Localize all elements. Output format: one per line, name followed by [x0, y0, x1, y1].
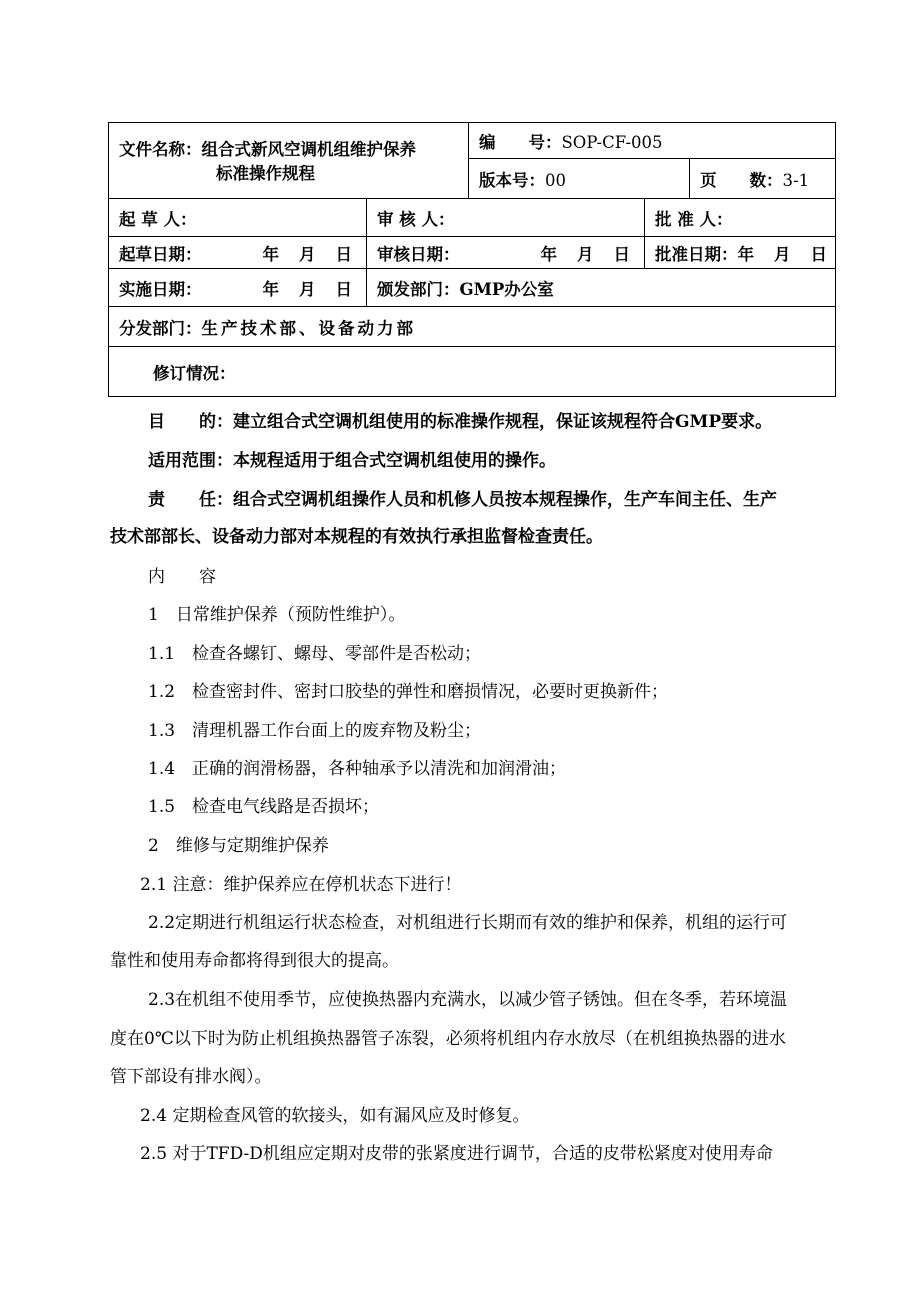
- month-text: 月: [774, 244, 791, 264]
- responsibility-line1: 责 任：组合式空调机组操作人员和机修人员按本规程操作，生产车间主任、生产: [148, 490, 777, 510]
- version-value: 00: [545, 170, 566, 190]
- version-label: 版本号：: [479, 170, 545, 190]
- code-label: 编 号：: [479, 132, 562, 152]
- drafter-label: 起 草 人：: [119, 209, 197, 229]
- section-1-4: 1.4 正确的润滑杨器，各种轴承予以清洗和加润滑油；: [148, 759, 567, 779]
- section-2-1: 2.1 注意：维护保养应在停机状态下进行！: [140, 875, 462, 895]
- section-2-3-line1: 2.3在机组不使用季节，应使换热器内充满水，以减少管子锈蚀。但在冬季，若环境温: [148, 990, 788, 1010]
- impl-date-cell: [109, 269, 367, 307]
- section-1-5: 1.5 检查电气线路是否损坏；: [148, 797, 380, 817]
- year-text: 年: [262, 244, 279, 264]
- month-text: 月: [577, 244, 594, 264]
- section-2-2-line1: 2.2定期进行机组运行状态检查，对机组进行长期而有效的维护和保养，机组的运行可: [148, 913, 788, 933]
- month-text: 月: [299, 244, 316, 264]
- code-value: SOP-CF-005: [561, 132, 663, 152]
- document-header-table: [108, 122, 836, 397]
- approve-date-label: 批准日期：: [655, 244, 738, 264]
- section-1-3: 1.3 清理机器工作台面上的废弃物及粉尘；: [148, 721, 482, 741]
- section-2-3-line3: 管下部设有排水阀）。: [110, 1067, 272, 1087]
- code-cell: [469, 123, 836, 159]
- distribution-value: 生产技术部、设备动力部: [201, 318, 416, 338]
- year-text: 年: [737, 244, 754, 264]
- revision-label: 修订情况：: [153, 363, 236, 383]
- issuer-cell: [367, 269, 836, 307]
- content-heading: 内 容: [148, 567, 216, 587]
- version-cell: [469, 159, 690, 199]
- day-text: 日: [613, 244, 630, 264]
- section-1-2: 1.2 检查密封件、密封口胶垫的弹性和磨损情况，必要时更换新件；: [148, 682, 669, 702]
- year-text: 年: [262, 279, 279, 299]
- approver-cell: [645, 199, 836, 237]
- section-2-5: 2.5 对于TFD-D机组应定期对皮带的张紧度进行调节，合适的皮带松紧度对使用寿命: [140, 1144, 773, 1164]
- reviewer-cell: [367, 199, 645, 237]
- pages-value: 3-1: [782, 170, 810, 190]
- year-text: 年: [540, 244, 557, 264]
- pages-label: 页 数：: [700, 170, 783, 190]
- section-1: 1 日常维护保养（预防性维护）。: [148, 605, 406, 625]
- issuer-label: 颁发部门：: [377, 279, 460, 299]
- section-1-1: 1.1 检查各螺钉、螺母、零部件是否松动；: [148, 644, 482, 664]
- month-text: 月: [299, 279, 316, 299]
- purpose-text: 目 的：建立组合式空调机组使用的标准操作规程，保证该规程符合GMP要求。: [148, 412, 773, 432]
- review-date-cell: [367, 237, 645, 269]
- section-2-3-line2: 度在0℃以下时为防止机组换热器管子冻裂，必须将机组内存水放尽（在机组换热器的进水: [110, 1029, 786, 1049]
- day-text: 日: [810, 244, 827, 264]
- responsibility-line2: 技术部部长、设备动力部对本规程的有效执行承担监督检查责任。: [110, 527, 603, 547]
- scope-text: 适用范围：本规程适用于组合式空调机组使用的操作。: [148, 451, 556, 471]
- distribution-label: 分发部门：: [119, 318, 202, 338]
- pages-cell: [690, 159, 836, 199]
- file-name-value-line1: 组合式新风空调机组维护保养: [201, 139, 416, 159]
- issuer-value: GMP办公室: [459, 279, 554, 299]
- file-name-value-line2: 标准操作规程: [216, 163, 315, 183]
- impl-date-label: 实施日期：: [119, 279, 202, 299]
- approver-label: 批 准 人：: [655, 209, 733, 229]
- section-2-2-line2: 靠性和使用寿命都将得到很大的提高。: [110, 951, 399, 971]
- file-name-cell: [109, 123, 469, 199]
- reviewer-label: 审 核 人：: [377, 209, 455, 229]
- revision-cell: [109, 347, 836, 397]
- section-2-4: 2.4 定期检查风管的软接头，如有漏风应及时修复。: [140, 1106, 530, 1126]
- draft-date-label: 起草日期：: [119, 244, 202, 264]
- drafter-cell: [109, 199, 367, 237]
- day-text: 日: [335, 279, 352, 299]
- distribution-cell: [109, 307, 836, 347]
- review-date-label: 审核日期：: [377, 244, 460, 264]
- section-2: 2 维修与定期维护保养: [148, 836, 329, 856]
- day-text: 日: [335, 244, 352, 264]
- file-name-label: 文件名称：: [119, 139, 202, 159]
- draft-date-cell: [109, 237, 367, 269]
- approve-date-cell: [645, 237, 836, 269]
